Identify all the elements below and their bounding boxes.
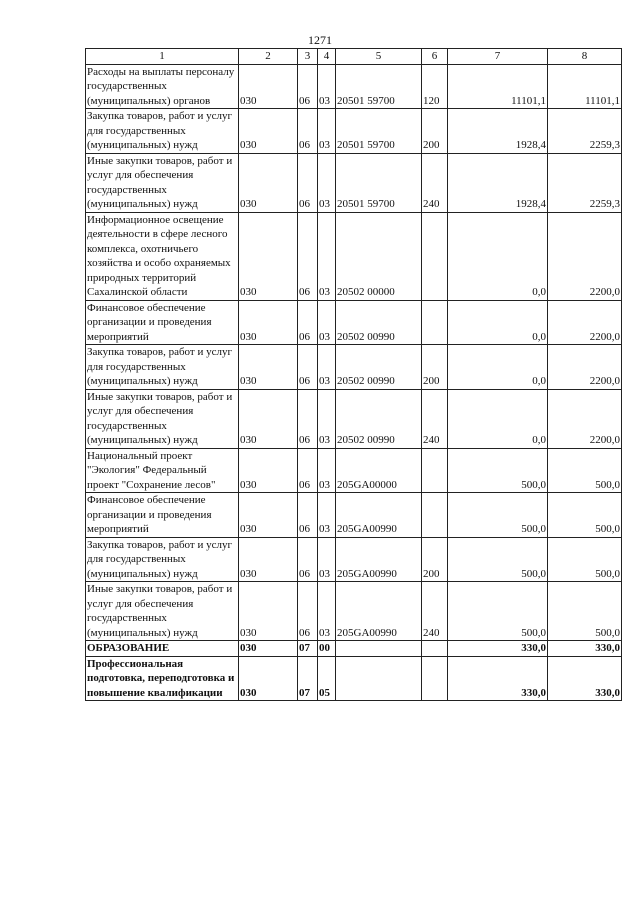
section-cell: 06 — [298, 582, 318, 641]
subsection-cell: 03 — [318, 109, 336, 154]
target-article-cell: 20501 59700 — [336, 64, 422, 109]
admin-code-cell: 030 — [239, 656, 298, 701]
target-article-cell: 205GA00990 — [336, 493, 422, 538]
amount-col7-cell: 500,0 — [448, 493, 548, 538]
amount-col7-cell: 500,0 — [448, 448, 548, 493]
expense-type-cell: 240 — [422, 582, 448, 641]
row-name-cell: Закупка товаров, работ и услуг для государственных (муниципальных) нужд — [86, 345, 239, 390]
admin-code-cell: 030 — [239, 153, 298, 212]
amount-col8-cell: 2200,0 — [548, 345, 622, 390]
row-name-cell: Финансовое обеспечение организации и проведения мероприятий — [86, 300, 239, 345]
amount-col8-cell: 11101,1 — [548, 64, 622, 109]
section-cell: 06 — [298, 493, 318, 538]
amount-col8-cell: 500,0 — [548, 448, 622, 493]
table-row — [86, 537, 622, 582]
target-article-cell — [336, 656, 422, 701]
amount-col7-cell: 330,0 — [448, 656, 548, 701]
section-cell: 07 — [298, 641, 318, 657]
header-cell: 2 — [239, 49, 298, 65]
expense-type-cell — [422, 656, 448, 701]
subsection-cell: 03 — [318, 212, 336, 300]
target-article-cell: 20502 00990 — [336, 345, 422, 390]
table-row — [86, 212, 622, 300]
amount-col7-cell: 1928,4 — [448, 109, 548, 154]
amount-col7-cell: 500,0 — [448, 582, 548, 641]
header-cell: 3 — [298, 49, 318, 65]
table-row — [86, 109, 622, 154]
expense-type-cell: 240 — [422, 389, 448, 448]
section-cell: 07 — [298, 656, 318, 701]
admin-code-cell: 030 — [239, 582, 298, 641]
row-name-cell: Финансовое обеспечение организации и проведения мероприятий — [86, 493, 239, 538]
target-article-cell — [336, 641, 422, 657]
row-name-cell: Информационное освещение деятельности в сфере лесного комплекса, охотничьего хозяйства и особо охраняемых природных территорий Сахалинской области — [86, 212, 239, 300]
amount-col8-cell: 2200,0 — [548, 212, 622, 300]
row-name-cell: Иные закупки товаров, работ и услуг для обеспечения государственных (муниципальных) нужд — [86, 582, 239, 641]
header-cell: 6 — [422, 49, 448, 65]
amount-col7-cell: 0,0 — [448, 212, 548, 300]
table-row — [86, 656, 622, 701]
header-cell: 5 — [336, 49, 422, 65]
subsection-cell: 03 — [318, 300, 336, 345]
amount-col8-cell: 2200,0 — [548, 389, 622, 448]
header-cell: 8 — [548, 49, 622, 65]
expense-type-cell — [422, 641, 448, 657]
row-name-cell: Иные закупки товаров, работ и услуг для обеспечения государственных (муниципальных) нужд — [86, 389, 239, 448]
amount-col8-cell: 500,0 — [548, 493, 622, 538]
admin-code-cell: 030 — [239, 345, 298, 390]
target-article-cell: 205GA00990 — [336, 537, 422, 582]
subsection-cell: 03 — [318, 389, 336, 448]
amount-col8-cell: 2259,3 — [548, 109, 622, 154]
amount-col8-cell: 500,0 — [548, 582, 622, 641]
table-row — [86, 64, 622, 109]
section-cell: 06 — [298, 537, 318, 582]
amount-col7-cell: 11101,1 — [448, 64, 548, 109]
admin-code-cell: 030 — [239, 641, 298, 657]
subsection-cell: 03 — [318, 64, 336, 109]
amount-col7-cell: 1928,4 — [448, 153, 548, 212]
section-cell: 06 — [298, 389, 318, 448]
expense-type-cell: 240 — [422, 153, 448, 212]
table-row — [86, 582, 622, 641]
row-name-cell: Профессиональная подготовка, переподготовка и повышение квалификации — [86, 656, 239, 701]
amount-col8-cell: 330,0 — [548, 656, 622, 701]
table-row — [86, 493, 622, 538]
section-cell: 06 — [298, 448, 318, 493]
expense-type-cell: 200 — [422, 537, 448, 582]
amount-col7-cell: 0,0 — [448, 300, 548, 345]
amount-col8-cell: 500,0 — [548, 537, 622, 582]
section-cell: 06 — [298, 345, 318, 390]
header-cell: 7 — [448, 49, 548, 65]
target-article-cell: 20502 00000 — [336, 212, 422, 300]
amount-col8-cell: 2200,0 — [548, 300, 622, 345]
row-name-cell: Национальный проект "Экология" Федеральный проект "Сохранение лесов" — [86, 448, 239, 493]
subsection-cell: 05 — [318, 656, 336, 701]
subsection-cell: 03 — [318, 582, 336, 641]
amount-col8-cell: 2259,3 — [548, 153, 622, 212]
subsection-cell: 03 — [318, 493, 336, 538]
row-name-cell: Закупка товаров, работ и услуг для государственных (муниципальных) нужд — [86, 109, 239, 154]
target-article-cell: 20501 59700 — [336, 153, 422, 212]
amount-col7-cell: 0,0 — [448, 345, 548, 390]
row-name-cell: ОБРАЗОВАНИЕ — [86, 641, 239, 657]
page-number: 1271 — [308, 33, 332, 47]
amount-col8-cell: 330,0 — [548, 641, 622, 657]
expense-type-cell: 200 — [422, 109, 448, 154]
subsection-cell: 03 — [318, 345, 336, 390]
target-article-cell: 205GA00000 — [336, 448, 422, 493]
table-row — [86, 300, 622, 345]
row-name-cell: Расходы на выплаты персоналу государственных (муниципальных) органов — [86, 64, 239, 109]
target-article-cell: 20501 59700 — [336, 109, 422, 154]
header-row — [86, 49, 622, 65]
table-row — [86, 389, 622, 448]
row-name-cell: Иные закупки товаров, работ и услуг для обеспечения государственных (муниципальных) нужд — [86, 153, 239, 212]
table-row — [86, 345, 622, 390]
expense-type-cell — [422, 448, 448, 493]
amount-col7-cell: 0,0 — [448, 389, 548, 448]
admin-code-cell: 030 — [239, 448, 298, 493]
target-article-cell: 20502 00990 — [336, 389, 422, 448]
section-cell: 06 — [298, 153, 318, 212]
amount-col7-cell: 500,0 — [448, 537, 548, 582]
admin-code-cell: 030 — [239, 300, 298, 345]
expense-type-cell — [422, 300, 448, 345]
row-name-cell: Закупка товаров, работ и услуг для государственных (муниципальных) нужд — [86, 537, 239, 582]
section-cell: 06 — [298, 64, 318, 109]
admin-code-cell: 030 — [239, 493, 298, 538]
table-row — [86, 153, 622, 212]
admin-code-cell: 030 — [239, 64, 298, 109]
subsection-cell: 00 — [318, 641, 336, 657]
expense-type-cell: 200 — [422, 345, 448, 390]
budget-table — [85, 48, 622, 701]
section-cell: 06 — [298, 109, 318, 154]
subsection-cell: 03 — [318, 537, 336, 582]
admin-code-cell: 030 — [239, 537, 298, 582]
target-article-cell: 20502 00990 — [336, 300, 422, 345]
admin-code-cell: 030 — [239, 389, 298, 448]
expense-type-cell — [422, 493, 448, 538]
subsection-cell: 03 — [318, 448, 336, 493]
table-row — [86, 448, 622, 493]
admin-code-cell: 030 — [239, 212, 298, 300]
table-row — [86, 641, 622, 657]
section-cell: 06 — [298, 300, 318, 345]
subsection-cell: 03 — [318, 153, 336, 212]
amount-col7-cell: 330,0 — [448, 641, 548, 657]
target-article-cell: 205GA00990 — [336, 582, 422, 641]
admin-code-cell: 030 — [239, 109, 298, 154]
section-cell: 06 — [298, 212, 318, 300]
expense-type-cell: 120 — [422, 64, 448, 109]
header-cell: 1 — [86, 49, 239, 65]
expense-type-cell — [422, 212, 448, 300]
header-cell: 4 — [318, 49, 336, 65]
